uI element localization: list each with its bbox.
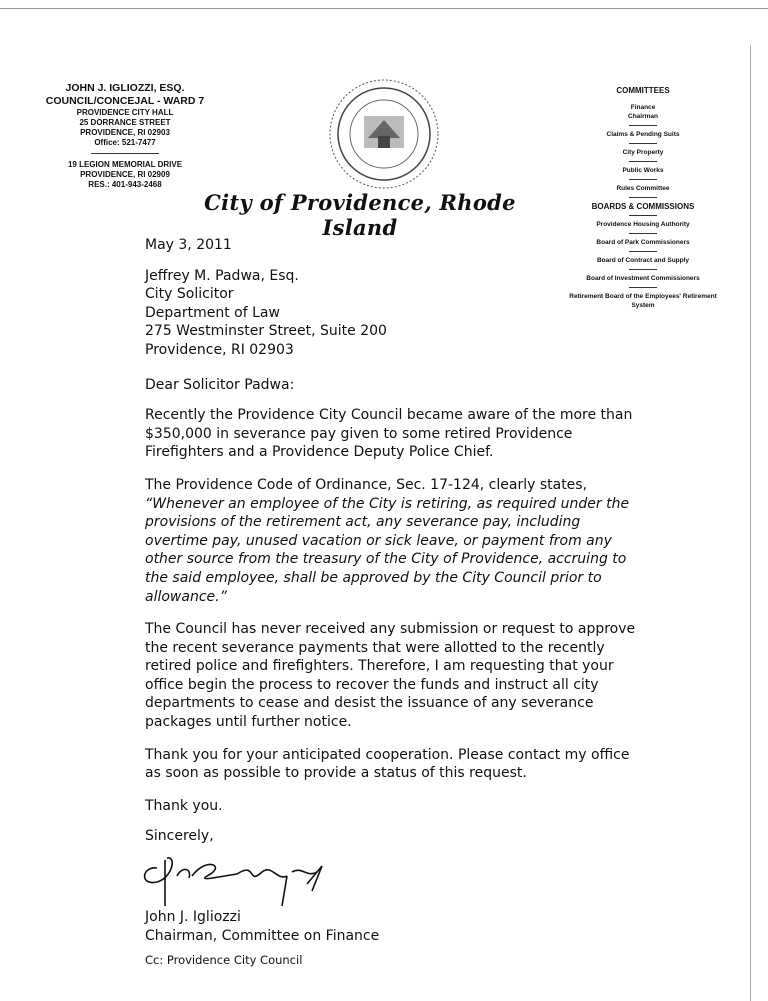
recipient-line: 275 Westminster Street, Suite 200 — [145, 323, 387, 340]
thanks: Thank you. — [145, 797, 223, 814]
office-line: 25 DORRANCE STREET — [79, 118, 171, 127]
letterhead-left — [0, 82, 250, 190]
committee-item: Rules Committee — [616, 185, 670, 192]
salutation: Dear Solicitor Padwa: — [145, 376, 295, 393]
paragraph-2-intro: The Providence Code of Ordinance, Sec. 17-124, clearly states, — [145, 476, 588, 493]
home-line: 19 LEGION MEMORIAL DRIVE — [67, 160, 183, 169]
board-item: Retirement Board of the Employees' Retirement System — [569, 293, 717, 309]
paragraph-1: Recently the Providence City Council became aware of the more than $350,000 in severance pay given to some retired Providence Firefighters and a Providence Deputy Police Chief. — [145, 407, 633, 461]
signer-title: Chairman, Committee on Finance — [145, 927, 380, 944]
letterhead-title: City of Providence, Rhode Island — [204, 190, 516, 240]
board-item: Board of Park Commissioners — [596, 239, 690, 246]
committee-item: Finance Chairman — [628, 104, 658, 120]
paragraph-2 — [145, 476, 645, 606]
committees-heading: COMMITTEES — [616, 86, 670, 95]
councilor-title: COUNCIL/CONCEJAL - WARD 7 — [45, 95, 205, 107]
office-line: PROVIDENCE, RI 02903 — [80, 128, 170, 137]
recipient-line: Providence, RI 02903 — [145, 341, 294, 358]
councilor-name: JOHN J. IGLIOZZI, ESQ. — [65, 82, 185, 94]
date: May 3, 2011 — [145, 237, 232, 253]
boards-heading: BOARDS & COMMISSIONS — [591, 202, 695, 211]
board-item: Board of Contract and Supply — [596, 257, 690, 264]
recipient-line: City Solicitor — [145, 286, 234, 303]
recipient-line: Department of Law — [145, 304, 280, 321]
signature-icon — [137, 846, 357, 908]
committee-item: Public Works — [622, 167, 664, 174]
cc-line: Cc: Providence City Council — [145, 953, 303, 968]
committee-item: Claims & Pending Suits — [606, 131, 680, 138]
closing: Sincerely, — [145, 828, 214, 845]
board-item: Providence Housing Authority — [596, 221, 690, 228]
office-line: PROVIDENCE CITY HALL — [76, 108, 174, 117]
letter-body — [145, 236, 645, 970]
divider — [91, 153, 159, 154]
signer-name: John J. Igliozzi — [145, 909, 241, 926]
committee-item: City Property — [622, 149, 664, 156]
ordinance-quote: “Whenever an employee of the City is retiring, as required under the provisions of the retirement act, any severance pay, including overtime pay, unused vacation or sick leave, or payment from any other source from the treasury of the City of Providence, accruing to the said employee, shall be approved by the City Council prior to allowance.” — [145, 495, 630, 605]
home-phone: RES.: 401-943-2468 — [88, 180, 162, 189]
office-phone: Office: 521-7477 — [94, 138, 156, 147]
city-seal-icon — [328, 78, 440, 190]
margin-rule — [750, 45, 751, 1001]
paragraph-3: The Council has never received any submission or request to approve the recent severance payments that were allotted to the recently retired police and firefighters. Therefore, I am requesting that your office begin the process to recover the funds and instruct all city departments to cease and desist the issuance of any severance packages until further notice. — [145, 621, 636, 731]
top-rule — [0, 8, 768, 9]
recipient-line: Jeffrey M. Padwa, Esq. — [145, 267, 299, 284]
home-line: PROVIDENCE, RI 02909 — [80, 170, 170, 179]
board-item: Board of Investment Commissioners — [586, 275, 700, 282]
paragraph-4: Thank you for your anticipated cooperation. Please contact my office as soon as possible to provide a status of this request. — [145, 746, 630, 782]
